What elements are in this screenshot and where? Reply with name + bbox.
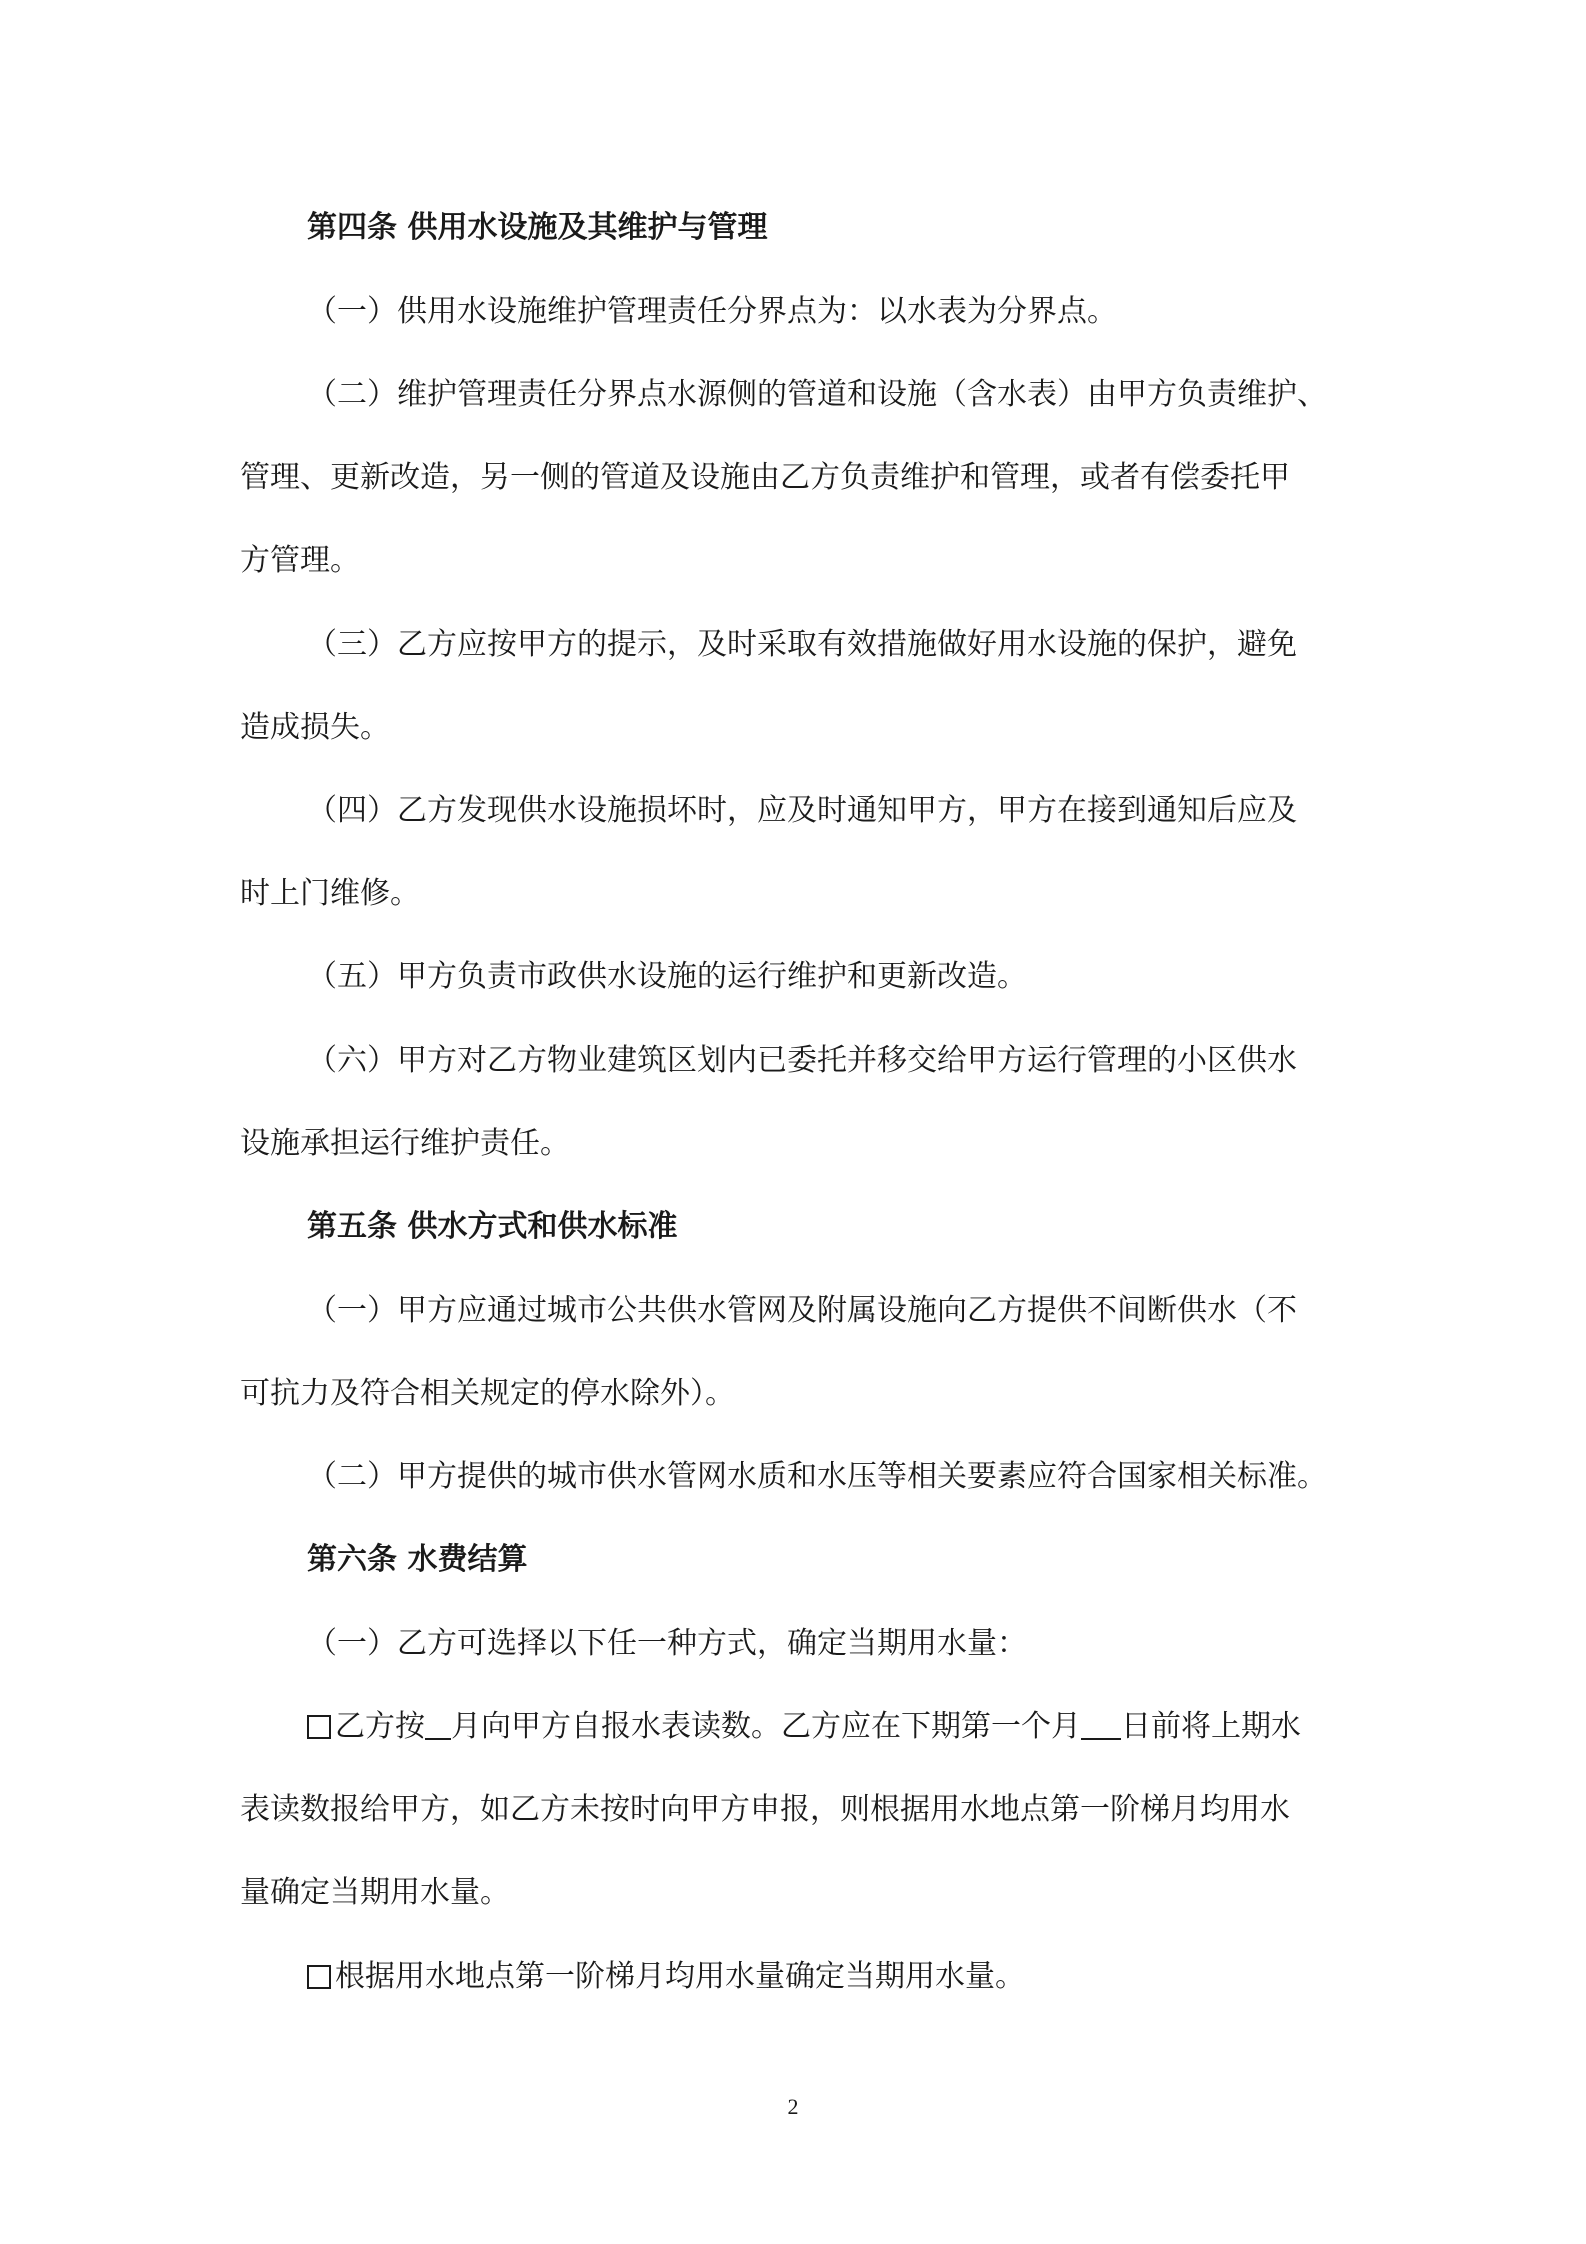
article-6-option-1-line-2: 表读数报给甲方，如乙方未按时向甲方申报，则根据用水地点第一阶梯月均用水 — [240, 1792, 1290, 1827]
article-4-paragraph-2-line-2: 管理、更新改造，另一侧的管道及设施由乙方负责维护和管理，或者有偿委托甲 — [240, 460, 1290, 495]
option-1-checkbox[interactable] — [307, 1715, 331, 1739]
article-5-paragraph-1-line-2: 可抗力及符合相关规定的停水除外）。 — [240, 1376, 735, 1411]
month-blank[interactable] — [425, 1708, 451, 1740]
article-6-option-1-line-1 — [307, 1707, 1427, 1747]
article-4-paragraph-2-line-3: 方管理。 — [240, 543, 360, 578]
day-blank[interactable] — [1081, 1708, 1121, 1740]
article-4-paragraph-3-line-1: （三）乙方应按甲方的提示，及时采取有效措施做好用水设施的保护，避免 — [307, 627, 1297, 662]
option-1-text-b: 月向甲方自报水表读数。乙方应在下期第一个月 — [451, 1709, 1081, 1744]
article-5-paragraph-1-line-1: （一）甲方应通过城市公共供水管网及附属设施向乙方提供不间断供水（不 — [307, 1293, 1297, 1328]
article-6-heading: 第六条 水费结算 — [307, 1542, 528, 1577]
article-4-paragraph-1: （一）供用水设施维护管理责任分界点为：以水表为分界点。 — [307, 294, 1117, 329]
article-4-paragraph-4-line-2: 时上门维修。 — [240, 876, 420, 911]
article-4-paragraph-6-line-1: （六）甲方对乙方物业建筑区划内已委托并移交给甲方运行管理的小区供水 — [307, 1043, 1297, 1078]
article-6-option-1-line-3: 量确定当期用水量。 — [240, 1875, 510, 1910]
article-4-paragraph-4-line-1: （四）乙方发现供水设施损坏时，应及时通知甲方，甲方在接到通知后应及 — [307, 793, 1297, 828]
article-4-paragraph-5: （五）甲方负责市政供水设施的运行维护和更新改造。 — [307, 959, 1027, 994]
article-4-heading: 第四条 供用水设施及其维护与管理 — [307, 210, 768, 245]
article-5-paragraph-2: （二）甲方提供的城市供水管网水质和水压等相关要素应符合国家相关标准。 — [307, 1459, 1327, 1494]
article-5-heading: 第五条 供水方式和供水标准 — [307, 1209, 678, 1244]
option-2-checkbox[interactable] — [307, 1965, 331, 1989]
option-1-text-a: 乙方按 — [335, 1709, 425, 1744]
article-4-paragraph-2-line-1: （二）维护管理责任分界点水源侧的管道和设施（含水表）由甲方负责维护、 — [307, 377, 1327, 412]
page-number: 2 — [787, 2094, 799, 2119]
article-6-paragraph-1: （一）乙方可选择以下任一种方式，确定当期用水量： — [307, 1626, 1027, 1661]
option-1-text-c: 日前将上期水 — [1121, 1709, 1301, 1744]
article-6-option-2 — [307, 1957, 1427, 1997]
article-4-paragraph-6-line-2: 设施承担运行维护责任。 — [240, 1126, 570, 1161]
option-2-text: 根据用水地点第一阶梯月均用水量确定当期用水量。 — [335, 1959, 1025, 1994]
article-4-paragraph-3-line-2: 造成损失。 — [240, 710, 390, 745]
